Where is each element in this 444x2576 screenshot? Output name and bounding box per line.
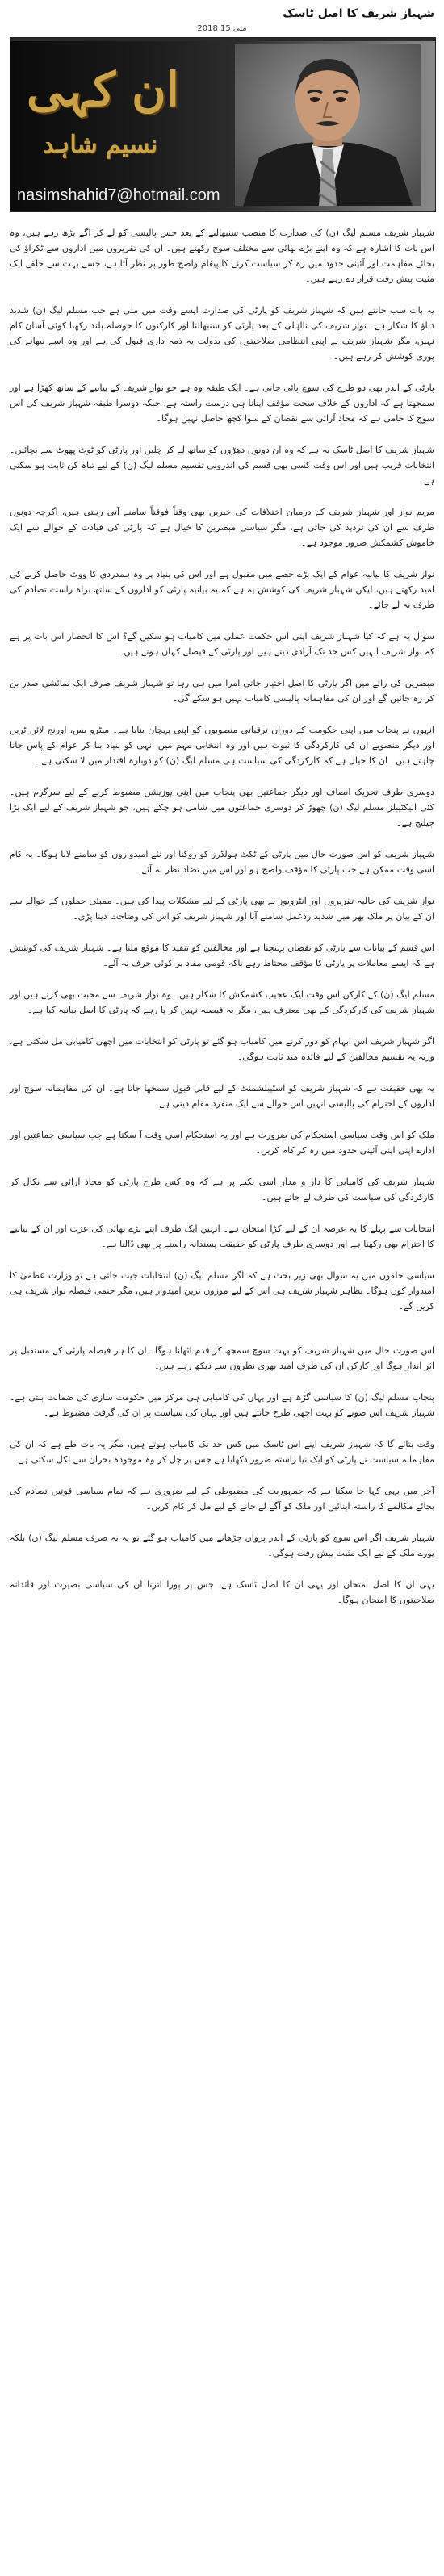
article-paragraph: نواز شریف کا بیانیہ عوام کے ایک بڑے حصے میں مقبول ہے اور اس کی بنیاد پر وہ ہمدردی کا ووٹ حاصل کرنے کی امید رکھتے ہیں، لیکن شہباز شریف کی کوشش یہ ہے کہ یہ بیانیہ پارٹی کو اداروں کے ساتھ براہ راست تصادم کی طرف نہ لے جائے۔	[10, 569, 434, 610]
article-paragraph: شہباز شریف کو اس صورت حال میں پارٹی کے ٹکٹ ہولڈرز کو روکنا اور نئے امیدواروں کو سامنے لانا ہوگا۔ یہ کام اسی وقت ممکن ہے جب پارٹی کا مؤقف واضح ہو اور اس میں تضاد نظر نہ آئے۔	[10, 849, 434, 875]
article-paragraph: ملک کو اس وقت سیاسی استحکام کی ضرورت ہے اور یہ استحکام اسی وقت آ سکتا ہے جب سیاسی جماعتیں اور ادارے اپنی اپنی آئینی حدود میں رہ کر کام کریں۔	[10, 1130, 434, 1156]
article-paragraph: شہباز شریف اگر اس سوچ کو پارٹی کے اندر پروان چڑھانے میں کامیاب ہو گئے تو یہ نہ صرف مسلم لیگ (ن) بلکہ پورے ملک کے لیے ایک مثبت پیش رفت ہوگی۔	[10, 1533, 434, 1558]
article-paragraph: یہ بات سب جانتے ہیں کہ شہباز شریف کو پارٹی کی صدارت ایسے وقت میں ملی ہے جب مسلم لیگ (ن) شدید دباؤ کا شکار ہے۔ نواز شریف کی نااہلی کے بعد پارٹی کو سنبھالنا اور کارکنوں کا حوصلہ بلند رکھنا کوئی آسان کام نہیں، مگر شہباز شریف نے اپنی انتظامی صلاحیتوں کی بدولت یہ ذمہ داری قبول کی ہے اور وہ اسے نبھانے کی پوری کوشش کر رہے ہیں۔	[10, 305, 434, 362]
article-paragraph: نواز شریف کی حالیہ تقریروں اور انٹرویوز نے بھی پارٹی کے لیے مشکلات پیدا کی ہیں۔ ممبئی حملوں کے حوالے سے ان کے بیان پر ملک بھر میں شدید ردعمل سامنے آیا اور شہباز شریف کو اس کی وضاحت دینا پڑی۔	[10, 896, 434, 922]
article-paragraph: وقت بتائے گا کہ شہباز شریف اپنے اس ٹاسک میں کس حد تک کامیاب ہوتے ہیں، مگر یہ بات طے ہے کہ ان کی مفاہمانہ سیاست نے پارٹی کو ایک نیا راستہ ضرور دکھایا ہے جس پر چل کر وہ موجودہ بحران سے نکل سکتی ہے۔	[10, 1439, 434, 1465]
article-paragraph: شہباز شریف کا اصل ٹاسک یہ ہے کہ وہ ان دونوں دھڑوں کو ساتھ لے کر چلیں اور پارٹی کو ٹوٹ پھوٹ سے بچائیں۔ انتخابات قریب ہیں اور اس وقت کسی بھی قسم کی اندرونی تقسیم مسلم لیگ (ن) کے لیے تباہ کن ثابت ہو سکتی ہے۔	[10, 445, 434, 486]
author-name: نسیم شاہد	[43, 131, 158, 159]
author-portrait	[235, 44, 421, 206]
article-paragraph: اس صورت حال میں شہباز شریف کو بہت سوچ سمجھ کر قدم اٹھانا ہوگا۔ ان کا ہر فیصلہ پارٹی کے مستقبل پر اثر انداز ہوگا اور کارکن ان کی طرف امید بھری نظروں سے دیکھ رہے ہیں۔	[10, 1345, 434, 1371]
column-name-logo: ان کہی	[27, 62, 179, 117]
article-paragraph: دوسری طرف تحریک انصاف اور دیگر جماعتیں بھی پنجاب میں اپنی پوزیشن مضبوط کرنے کے لیے سرگرم ہیں۔ کئی الیکٹیبلز مسلم لیگ (ن) چھوڑ کر دوسری جماعتوں میں شامل ہو چکے ہیں، جو شہباز شریف کے لیے ایک بڑا چیلنج ہے۔	[10, 787, 434, 828]
article-paragraph: شہباز شریف کی کامیابی کا دار و مدار اسی نکتے پر ہے کہ وہ کس طرح پارٹی کو محاذ آرائی سے نکال کر کارکردگی کی سیاست کی طرف لے جاتے ہیں۔	[10, 1177, 434, 1202]
article-body	[10, 225, 434, 1608]
article-paragraph: پنجاب مسلم لیگ (ن) کا سیاسی گڑھ ہے اور یہاں کی کامیابی ہی مرکز میں حکومت سازی کی ضمانت بنتی ہے۔ شہباز شریف اس صوبے کو بہت اچھی طرح جانتے ہیں اور یہاں کی سیاست پر ان کی گرفت مضبوط ہے۔	[10, 1392, 434, 1418]
article-paragraph: پارٹی کے اندر بھی دو طرح کی سوچ پائی جاتی ہے۔ ایک طبقہ وہ ہے جو نواز شریف کے بیانیے کے ساتھ کھڑا ہے اور سمجھتا ہے کہ اداروں کے خلاف سخت مؤقف اپنانا ہی درست راستہ ہے، جبکہ دوسرا طبقہ شہباز شریف کی اس سوچ کا حامی ہے کہ محاذ آرائی سے نقصان کے سوا کچھ حاصل نہیں ہوگا۔	[10, 383, 434, 424]
article-paragraph: اگر شہباز شریف اس ابہام کو دور کرنے میں کامیاب ہو گئے تو پارٹی کو انتخابات میں اچھی کامیابی مل سکتی ہے، ورنہ یہ تقسیم مخالفین کے لیے فائدہ مند ثابت ہوگی۔	[10, 1036, 434, 1062]
article-paragraph: آخر میں یہی کہا جا سکتا ہے کہ جمہوریت کی مضبوطی کے لیے ضروری ہے کہ تمام سیاسی قوتیں تصادم کی بجائے مکالمے کا راستہ اپنائیں اور ملک کو آگے لے جانے کے لیے مل کر کام کریں۔	[10, 1486, 434, 1512]
article-paragraph: سوال یہ ہے کہ کیا شہباز شریف اپنی اس حکمت عملی میں کامیاب ہو سکیں گے؟ اس کا انحصار اس بات پر ہے کہ نواز شریف انہیں کس حد تک آزادی دیتے ہیں اور پارٹی کے فیصلے کہاں ہوتے ہیں۔	[10, 631, 434, 657]
author-email: nasimshahid7@hotmail.com	[17, 186, 220, 204]
article-paragraph: انہوں نے پنجاب میں اپنی حکومت کے دوران ترقیاتی منصوبوں کو اپنی پہچان بنایا ہے۔ میٹرو بس، اورنج لائن ٹرین اور دیگر منصوبے ان کی کارکردگی کا ثبوت ہیں اور وہ انتخابی مہم میں انہی کو بنیاد بنا کر عوام کے پاس جانا چاہتے ہیں۔ ان کا خیال ہے کہ کارکردگی کی سیاست ہی مسلم لیگ (ن) کو دوبارہ اقتدار میں لا سکتی ہے۔	[10, 725, 434, 766]
article-paragraph: اس قسم کے بیانات سے پارٹی کو نقصان پہنچتا ہے اور مخالفین کو تنقید کا موقع ملتا ہے۔ شہباز شریف کی کوشش ہے کہ ایسے معاملات پر پارٹی کا مؤقف محتاط رہے تاکہ قومی مفاد پر کوئی حرف نہ آئے۔	[10, 943, 434, 968]
article-paragraph: شہباز شریف مسلم لیگ (ن) کی صدارت کا منصب سنبھالنے کے بعد جس پالیسی کو لے کر آگے بڑھ رہے ہیں، وہ اس بات کا اشارہ ہے کہ وہ اپنے بڑے بھائی سے مختلف سوچ رکھتے ہیں۔ ان کی تقریروں میں اداروں سے ٹکراؤ کی بجائے مفاہمت اور آئینی حدود میں رہ کر سیاست کرنے کا پیغام واضح طور پر نظر آتا ہے، جسے بہت سے حلقے ایک مثبت پیش رفت قرار دے رہے ہیں۔	[10, 228, 434, 284]
article-paragraph: انتخابات سے پہلے کا یہ عرصہ ان کے لیے کڑا امتحان ہے۔ انہیں ایک طرف اپنے بڑے بھائی کی عزت اور ان کے بیانیے کا احترام بھی رکھنا ہے اور دوسری طرف پارٹی کو حقیقت پسندانہ راستے پر بھی ڈالنا ہے۔	[10, 1223, 434, 1249]
column-banner	[10, 37, 436, 212]
article-paragraph: مبصرین کی رائے میں اگر پارٹی کا اصل اختیار جاتی امرا میں ہی رہا تو شہباز شریف صرف ایک نمائشی صدر بن کر رہ جائیں گے اور ان کی مفاہمانہ پالیسی کامیاب نہیں ہو سکے گی۔	[10, 678, 434, 704]
article-paragraph: یہ بھی حقیقت ہے کہ شہباز شریف کو اسٹیبلشمنٹ کے لیے قابل قبول سمجھا جاتا ہے۔ ان کی مفاہمانہ سوچ اور اداروں کے احترام کی پالیسی انہیں اس حوالے سے ایک منفرد مقام دیتی ہے۔	[10, 1083, 434, 1109]
article-date: 2018 مئی 15	[197, 24, 247, 33]
article-paragraph: یہی ان کا اصل امتحان اور یہی ان کا اصل ٹاسک ہے، جس پر پورا اترنا ان کی سیاسی بصیرت اور قائدانہ صلاحیتوں کا امتحان ہوگا۔	[10, 1579, 434, 1605]
article-paragraph: سیاسی حلقوں میں یہ سوال بھی زیر بحث ہے کہ اگر مسلم لیگ (ن) انتخابات جیت جاتی ہے تو وزارت عظمیٰ کا امیدوار کون ہوگا۔ بظاہر شہباز شریف ہی اس کے لیے موزوں ترین امیدوار ہیں، مگر حتمی فیصلہ نواز شریف ہی کریں گے۔	[10, 1270, 434, 1311]
article-paragraph: مریم نواز اور شہباز شریف کے درمیان اختلافات کی خبریں بھی وقتاً فوقتاً سامنے آتی رہتی ہیں، اگرچہ دونوں طرف سے ان کی تردید کی جاتی ہے، مگر سیاسی مبصرین کا خیال ہے کہ پارٹی کی قیادت کے حوالے سے ایک خاموش کشمکش ضرور موجود ہے۔	[10, 507, 434, 548]
banner-top-rule	[10, 38, 435, 41]
article-paragraph: مسلم لیگ (ن) کے کارکن اس وقت ایک عجیب کشمکش کا شکار ہیں۔ وہ نواز شریف سے محبت بھی کرتے ہیں اور شہباز شریف کی کارکردگی کے بھی معترف ہیں، مگر یہ فیصلہ نہیں کر پا رہے کہ پارٹی کا اصل بیانیہ کیا ہے۔	[10, 989, 434, 1015]
article-headline: شہباز شریف کا اصل ٹاسک	[283, 7, 434, 20]
